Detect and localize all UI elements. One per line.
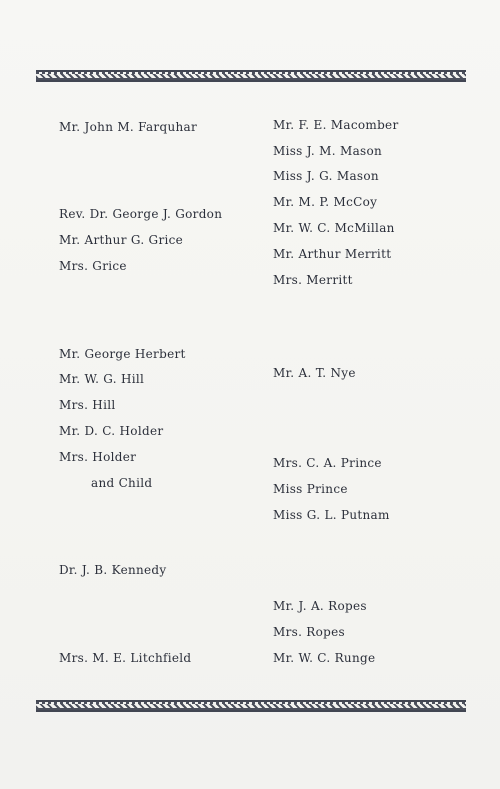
passenger-name: Mr. George Herbert (59, 347, 186, 361)
passenger-name: Mrs. Ropes (273, 625, 346, 639)
decorative-border-bottom (36, 700, 466, 712)
passenger-name: Mrs. M. E. Litchfield (59, 651, 192, 665)
passenger-name: Mr. J. A. Ropes (273, 599, 367, 613)
passenger-name: Mr. F. E. Macomber (273, 118, 399, 132)
passenger-name: Mrs. Hill (59, 398, 116, 412)
passenger-name: Mrs. C. A. Prince (273, 456, 382, 470)
passenger-name: Mr. A. T. Nye (273, 366, 356, 380)
passenger-name: Mr. D. C. Holder (59, 424, 164, 438)
passenger-name: Mr. W. G. Hill (59, 372, 145, 386)
passenger-name: Miss G. L. Putnam (273, 508, 390, 522)
passenger-name: Mr. W. C. Runge (273, 651, 376, 665)
passenger-name: Mrs. Grice (59, 259, 127, 273)
passenger-name: Mrs. Holder (59, 450, 137, 464)
passenger-name: Mr. Arthur Merritt (273, 247, 392, 261)
passenger-name: Dr. J. B. Kennedy (59, 563, 167, 577)
passenger-name: Miss Prince (273, 482, 348, 496)
passenger-name: Miss J. M. Mason (273, 144, 383, 158)
passenger-name: Mr. Arthur G. Grice (59, 233, 184, 247)
passenger-name: Mr. W. C. McMillan (273, 221, 395, 235)
passenger-name: Rev. Dr. George J. Gordon (59, 207, 223, 221)
passenger-name: and Child (91, 476, 153, 490)
passenger-name: Mrs. Merritt (273, 273, 353, 287)
decorative-border-top (36, 70, 466, 82)
passenger-name: Miss J. G. Mason (273, 169, 379, 183)
passenger-name: Mr. John M. Farquhar (59, 120, 197, 134)
passenger-name: Mr. M. P. McCoy (273, 195, 378, 209)
